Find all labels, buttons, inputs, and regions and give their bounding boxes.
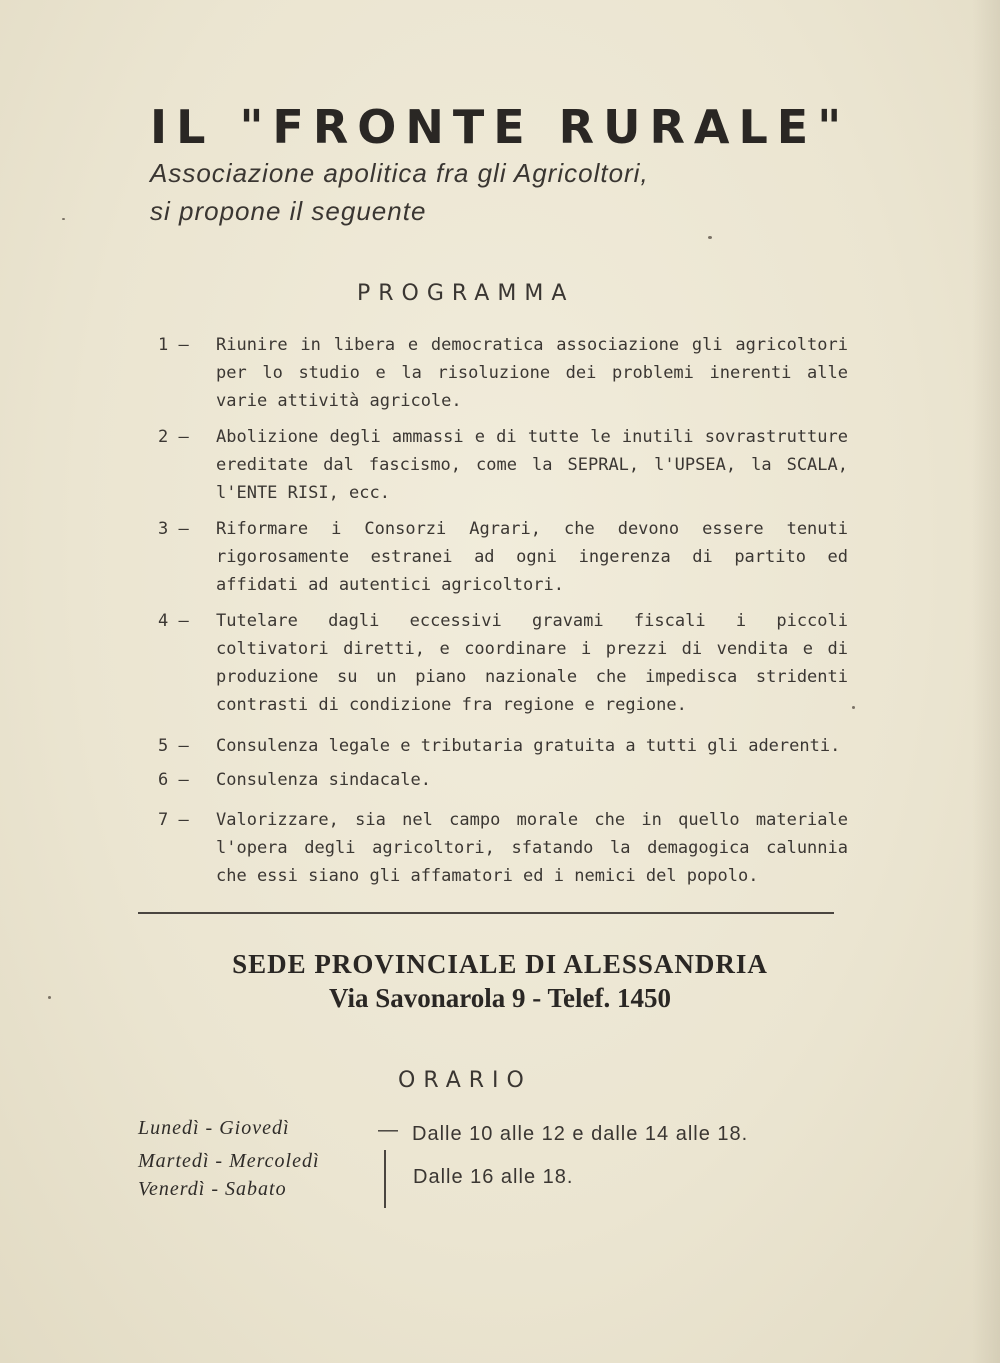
subtitle-line-1: Associazione apolitica fra gli Agricoltori, [150, 158, 649, 188]
paper-speck [708, 236, 712, 239]
paper-speck [48, 996, 51, 999]
item-number: 3 — [158, 519, 189, 539]
item-number: 2 — [158, 427, 189, 447]
item-text: Tutelare dagli eccessivi gravami fiscali i piccoli coltivatori diretti, e coordinare i prezzi di vendita e di produzione su un piano nazionale che impedisca stridenti contrasti di condizione fra regione e regione. [216, 611, 848, 715]
item-number: 5 — [158, 736, 189, 756]
office-address: Via Savonarola 9 - Telef. 1450 [328, 983, 672, 1013]
item-text: Abolizione degli ammassi e di tutte le inutili sovrastrutture ereditate dal fascismo, come la SEPRAL, l'UPSEA, la SCALA, l'ENTE RISI, ecc. [216, 427, 848, 503]
hours-heading: ORARIO [398, 1068, 532, 1093]
item-text: Riunire in libera e democratica associazione gli agricoltori per lo studio e la risoluzione dei problemi inerenti alle varie attività agricole. [216, 335, 848, 411]
item-number: 4 — [158, 611, 189, 631]
program-item [158, 766, 848, 794]
item-number: 1 — [158, 335, 189, 355]
program-item [158, 607, 848, 719]
item-text: Riformare i Consorzi Agrari, che devono essere tenuti rigorosamente estranei ad ogni ingerenza di partito ed affidati ad autentici agricoltori. [216, 519, 848, 595]
program-heading: PROGRAMMA [357, 281, 575, 306]
days-mon-thu: Lunedì - Giovedì [138, 1117, 290, 1139]
paper-speck [852, 706, 855, 709]
days-tue-wed: Martedì - Mercoledì [138, 1150, 320, 1172]
document-title: IL "FRONTE RURALE" [150, 100, 851, 154]
item-text: Consulenza legale e tributaria gratuita a tutti gli aderenti. [216, 736, 841, 756]
hours-time-1: Dalle 10 alle 12 e dalle 14 alle 18. [412, 1123, 749, 1145]
item-number: 7 — [158, 810, 189, 830]
hours-time-2: Dalle 16 alle 18. [413, 1166, 574, 1188]
office-name: SEDE PROVINCIALE DI ALESSANDRIA [232, 949, 768, 979]
days-fri-sat: Venerdì - Sabato [138, 1178, 287, 1200]
divider [138, 912, 834, 914]
item-number: 6 — [158, 770, 189, 790]
program-item [158, 515, 848, 599]
page-edge-shadow [972, 0, 1000, 1363]
hours-dash: — [378, 1119, 398, 1141]
program-item [158, 331, 848, 415]
program-item [158, 732, 848, 760]
item-text: Valorizzare, sia nel campo morale che in quello materiale l'opera degli agricoltori, sfatando la demagogica calunnia che essi siano gli affamatori ed i nemici del popolo. [216, 810, 848, 886]
hours-bracket [384, 1150, 386, 1208]
program-item [158, 806, 848, 890]
paper-speck [62, 218, 65, 220]
item-text: Consulenza sindacale. [216, 770, 431, 790]
program-item [158, 423, 848, 507]
subtitle-line-2: si propone il seguente [150, 196, 427, 226]
